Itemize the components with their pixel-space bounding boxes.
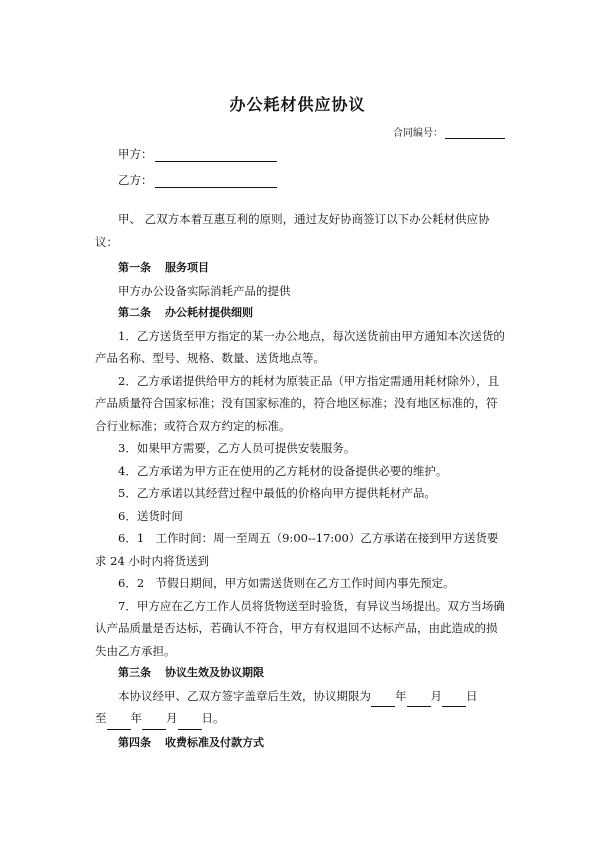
article-1-title: 服务项目: [165, 261, 209, 274]
party-a-label: 甲方：: [118, 147, 153, 161]
document-body: [95, 208, 507, 754]
party-a-blank: [155, 149, 277, 162]
article-2-item: 7．甲方应在乙方工作人员将货物送至时验货，有异议当场提出。双方当场确认产品质量是否达标，若确认不符合，甲方有权退回不达标产品，由此造成的损失由乙方承担。: [95, 598, 505, 658]
article-4-number: 第四条: [118, 735, 151, 749]
article-2-number: 第二条: [118, 306, 151, 319]
article-3-end: 日。: [201, 711, 225, 725]
contract-number-label: 合同编号：: [393, 128, 443, 139]
article-2-item: 6．送货时间: [118, 508, 183, 523]
article-1-heading: [95, 257, 507, 280]
article-2-item: 6．1 工作时间：周一至周五（9:00--17:00）乙方承诺在接到甲方送货要求 24 小时内将货送到: [95, 531, 499, 568]
article-2-item: 2．乙方承诺提供给甲方的耗材为原装正品（甲方指定需通用耗材除外），且产品质量符合国家标准；没有国家标准的，符合地区标准；没有地区标准的，符合行业标准；或符合双方约定的标准。: [95, 373, 500, 433]
end-year-blank: [107, 715, 131, 730]
start-year-blank: [371, 692, 395, 707]
article-2-item: 1．乙方送货至甲方指定的某一办公地点，每次送货前由甲方通知本次送货的产品名称、型号、规格、数量、送货地点等。: [95, 328, 505, 365]
article-4-heading: [95, 732, 507, 755]
start-day-blank: [442, 692, 466, 707]
end-month-blank: [142, 715, 166, 730]
unit-day: 日: [466, 688, 478, 703]
contract-number: [393, 124, 505, 139]
article-2-item: 5．乙方承诺以其经营过程中最低的价格向甲方提供耗材产品。: [118, 486, 436, 500]
article-4-title: 收费标准及付款方式: [165, 735, 264, 749]
article-3-heading: [95, 662, 507, 685]
article-2-item: 4．乙方承诺为甲方正在使用的乙方耗材的设备提供必要的维护。: [118, 463, 448, 478]
party-b-label: 乙方：: [118, 173, 153, 187]
party-b: [118, 172, 277, 188]
document-title: 办公耗材供应协议: [229, 95, 366, 114]
article-1-text: 甲方办公设备实际消耗产品的提供: [118, 283, 291, 298]
article-2-item: 3．如果甲方需要，乙方人员可提供安装服务。: [118, 441, 356, 455]
unit-month: 月: [430, 688, 442, 703]
unit-year: 年: [395, 688, 407, 703]
intro-paragraph: 甲、 乙双方本着互惠互利的原则，通过友好协商签订以下办公耗材供应协议：: [95, 212, 490, 249]
article-3-text: [95, 685, 507, 730]
contract-number-blank: [445, 128, 505, 139]
article-3-number: 第三条: [118, 666, 151, 679]
party-a: [118, 146, 277, 162]
article-3-title: 协议生效及协议期限: [165, 666, 264, 679]
article-3-to: 至: [95, 711, 107, 725]
start-month-blank: [407, 692, 431, 707]
article-1-number: 第一条: [118, 261, 151, 274]
unit-month: 月: [166, 711, 178, 725]
end-day-blank: [178, 715, 202, 730]
article-2-title: 办公耗材提供细则: [165, 306, 253, 319]
unit-year: 年: [130, 711, 142, 725]
article-2-item: 6．2 节假日期间，甲方如需送货则在乙方工作时间内事先预定。: [118, 576, 455, 590]
article-3-text-start: 本协议经甲、乙双方签字盖章后生效，协议期限为: [118, 688, 371, 703]
article-2-heading: [95, 302, 507, 325]
party-b-blank: [155, 175, 277, 188]
